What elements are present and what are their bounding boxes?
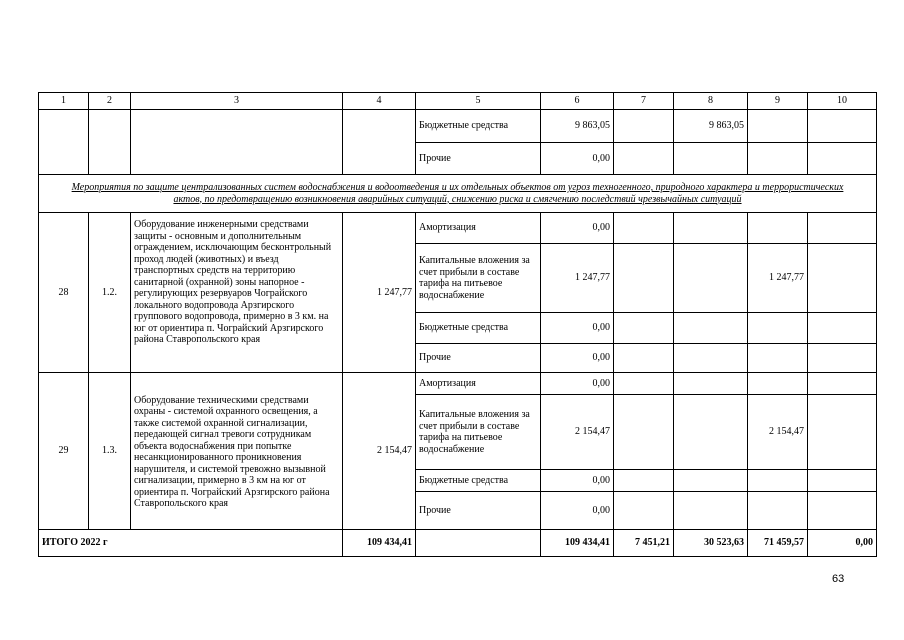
header-cell: 3 bbox=[131, 93, 343, 110]
value-col9: 2 154,47 bbox=[748, 395, 808, 470]
funding-type: Прочие bbox=[416, 492, 541, 530]
funding-type: Прочие bbox=[416, 143, 541, 175]
item-code: 1.2. bbox=[89, 213, 131, 373]
value-col10 bbox=[808, 143, 877, 175]
funding-type: Бюджетные средства bbox=[416, 470, 541, 492]
value-col8 bbox=[674, 244, 748, 313]
section-title: Мероприятия по защите централизованных систем водоснабжения и водоотведения и их отдельных объектов от угроз техногенного, природного характера и террористических актов, по предотвращению возникновения аварийных ситуаций, снижению риска и смягчению последствий чрезвычайных ситуаций bbox=[39, 175, 877, 213]
header-cell: 8 bbox=[674, 93, 748, 110]
total-col8: 30 523,63 bbox=[674, 530, 748, 557]
value-col10 bbox=[808, 492, 877, 530]
value-col6: 0,00 bbox=[541, 213, 614, 244]
value-col7 bbox=[614, 110, 674, 143]
total-col9: 71 459,57 bbox=[748, 530, 808, 557]
value-col6: 0,00 bbox=[541, 313, 614, 344]
investment-table bbox=[38, 92, 877, 557]
value-col9: 1 247,77 bbox=[748, 244, 808, 313]
row-number: 28 bbox=[39, 213, 89, 373]
value-col10 bbox=[808, 244, 877, 313]
value-col8 bbox=[674, 373, 748, 395]
empty-cell bbox=[343, 110, 416, 175]
funding-type: Капитальные вложения за счет прибыли в составе тарифа на питьевое водоснабжение bbox=[416, 244, 541, 313]
value-col7 bbox=[614, 492, 674, 530]
total-row bbox=[39, 530, 877, 557]
empty-cell bbox=[131, 110, 343, 175]
funding-type: Бюджетные средства bbox=[416, 313, 541, 344]
value-col6: 0,00 bbox=[541, 470, 614, 492]
header-cell: 4 bbox=[343, 93, 416, 110]
header-cell: 9 bbox=[748, 93, 808, 110]
value-col7 bbox=[614, 395, 674, 470]
value-col10 bbox=[808, 213, 877, 244]
row-number: 29 bbox=[39, 373, 89, 530]
value-col8: 9 863,05 bbox=[674, 110, 748, 143]
total-col4: 109 434,41 bbox=[343, 530, 416, 557]
item-total: 1 247,77 bbox=[343, 213, 416, 373]
item-description: Оборудование инженерными средствами защиты - основным и дополнительным ограждением, исключающим бесконтрольный проход людей (животных) и въезд транспортных средств на территорию санитарной (охранной) зоны напорное - регулирующих резервуаров Чограйского локального водопровода Арзгирского группового водопровода, примерно в 3 км. на юг от ориентира п. Чограйский Арзгирского района Ставропольского края bbox=[131, 213, 343, 373]
value-col6: 0,00 bbox=[541, 344, 614, 373]
value-col7 bbox=[614, 470, 674, 492]
funding-type: Прочие bbox=[416, 344, 541, 373]
header-cell: 6 bbox=[541, 93, 614, 110]
value-col6: 2 154,47 bbox=[541, 395, 614, 470]
table-row bbox=[39, 110, 877, 143]
section-row bbox=[39, 175, 877, 213]
table-row bbox=[39, 213, 877, 244]
value-col8 bbox=[674, 313, 748, 344]
value-col7 bbox=[614, 373, 674, 395]
value-col10 bbox=[808, 373, 877, 395]
funding-type: Амортизация bbox=[416, 213, 541, 244]
value-col8 bbox=[674, 395, 748, 470]
item-code: 1.3. bbox=[89, 373, 131, 530]
value-col9 bbox=[748, 492, 808, 530]
value-col10 bbox=[808, 395, 877, 470]
table-row bbox=[39, 373, 877, 395]
total-label: ИТОГО 2022 г bbox=[39, 530, 343, 557]
value-col9 bbox=[748, 373, 808, 395]
value-col9 bbox=[748, 143, 808, 175]
value-col9 bbox=[748, 213, 808, 244]
value-col9 bbox=[748, 313, 808, 344]
total-col6: 109 434,41 bbox=[541, 530, 614, 557]
value-col6: 0,00 bbox=[541, 143, 614, 175]
value-col7 bbox=[614, 143, 674, 175]
empty-cell bbox=[416, 530, 541, 557]
value-col7 bbox=[614, 344, 674, 373]
funding-type: Амортизация bbox=[416, 373, 541, 395]
value-col6: 0,00 bbox=[541, 373, 614, 395]
value-col10 bbox=[808, 110, 877, 143]
total-col7: 7 451,21 bbox=[614, 530, 674, 557]
value-col8 bbox=[674, 213, 748, 244]
total-col10: 0,00 bbox=[808, 530, 877, 557]
value-col9 bbox=[748, 470, 808, 492]
header-cell: 1 bbox=[39, 93, 89, 110]
value-col8 bbox=[674, 143, 748, 175]
value-col6: 9 863,05 bbox=[541, 110, 614, 143]
header-row bbox=[39, 93, 877, 110]
value-col7 bbox=[614, 213, 674, 244]
item-description: Оборудование техническими средствами охраны - системой охранного освещения, а также системой охранной сигнализации, передающей сигнал тревоги сотрудникам объекта водоснабжения при попытке несанкционированного проникновения нарушителя, и системой тревожно вызывной сигнализации, примерно в 3 км на юг от ориентира п. Чограйский Арзгирского района Ставропольского края bbox=[131, 373, 343, 530]
header-cell: 7 bbox=[614, 93, 674, 110]
value-col9 bbox=[748, 110, 808, 143]
value-col6: 0,00 bbox=[541, 492, 614, 530]
value-col10 bbox=[808, 313, 877, 344]
page-number: 63 bbox=[832, 573, 845, 585]
value-col7 bbox=[614, 313, 674, 344]
header-cell: 2 bbox=[89, 93, 131, 110]
funding-type: Капитальные вложения за счет прибыли в составе тарифа на питьевое водоснабжение bbox=[416, 395, 541, 470]
empty-cell bbox=[89, 110, 131, 175]
header-cell: 5 bbox=[416, 93, 541, 110]
header-cell: 10 bbox=[808, 93, 877, 110]
value-col8 bbox=[674, 492, 748, 530]
value-col10 bbox=[808, 470, 877, 492]
empty-cell bbox=[39, 110, 89, 175]
value-col6: 1 247,77 bbox=[541, 244, 614, 313]
item-total: 2 154,47 bbox=[343, 373, 416, 530]
value-col7 bbox=[614, 244, 674, 313]
value-col8 bbox=[674, 470, 748, 492]
funding-type: Бюджетные средства bbox=[416, 110, 541, 143]
value-col9 bbox=[748, 344, 808, 373]
value-col8 bbox=[674, 344, 748, 373]
value-col10 bbox=[808, 344, 877, 373]
